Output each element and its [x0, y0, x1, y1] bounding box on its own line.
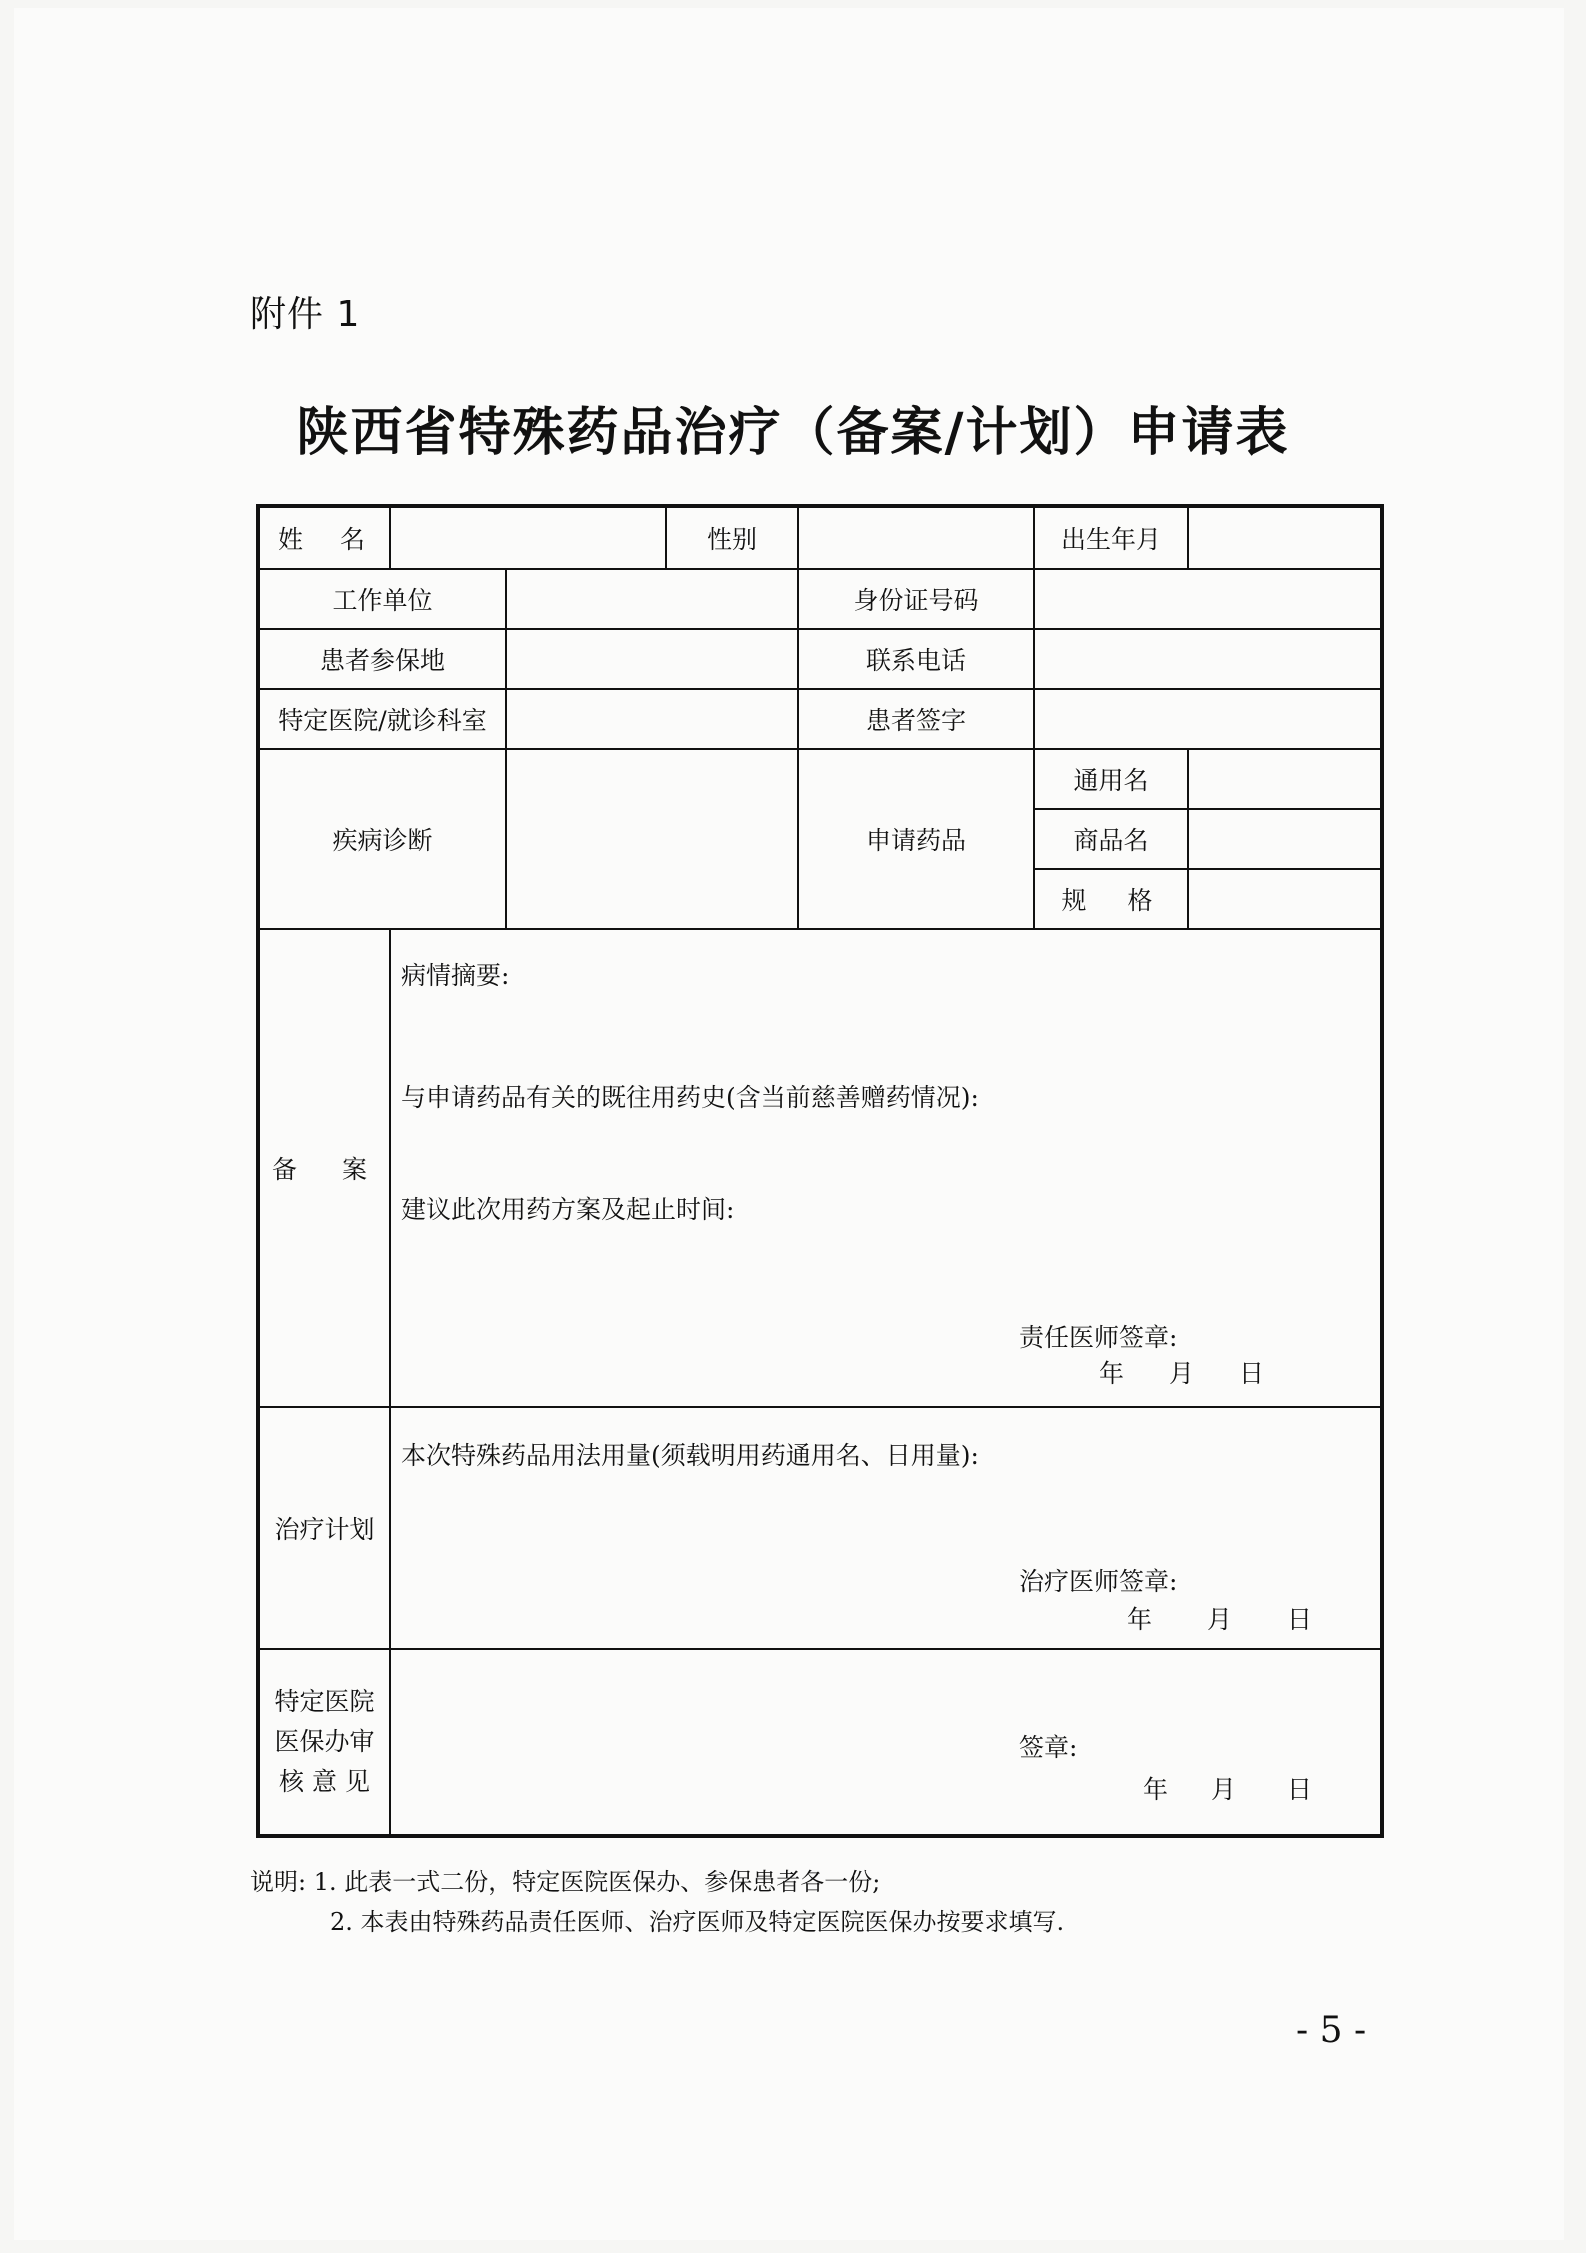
patient-sign-field[interactable]: [1034, 689, 1382, 749]
note-line-1: 说明: 1. 此表一式二份，特定医院医保办、参保患者各一份;: [250, 1868, 881, 1896]
review-month: 月: [1211, 1775, 1237, 1804]
review-label-line-1: 特定医院: [274, 1687, 375, 1716]
row-hospital: [258, 689, 1382, 749]
review-day: 日: [1287, 1775, 1313, 1804]
diagnosis-label: 疾病诊断: [258, 749, 506, 929]
insured-place-label: 患者参保地: [258, 629, 506, 689]
work-unit-label: 工作单位: [258, 569, 506, 629]
generic-name-label: 通用名: [1034, 749, 1188, 809]
hospital-label: 特定医院/就诊科室: [258, 689, 506, 749]
phone-field[interactable]: [1034, 629, 1382, 689]
beian-summary-label: 病情摘要:: [401, 961, 510, 990]
trade-name-field[interactable]: [1188, 809, 1382, 869]
hospital-field[interactable]: [506, 689, 798, 749]
note-line-2: 2. 本表由特殊药品责任医师、治疗医师及特定医院医保办按要求填写.: [330, 1908, 1065, 1936]
id-label: 身份证号码: [798, 569, 1034, 629]
gender-label: 性别: [666, 506, 798, 569]
drug-label: 申请药品: [798, 749, 1034, 929]
row-review: [258, 1649, 1382, 1836]
review-label-line-2: 医保办审: [274, 1727, 375, 1756]
row-beian: [258, 929, 1382, 1407]
trade-name-label: 商品名: [1034, 809, 1188, 869]
spec-label: 规 格: [1034, 869, 1188, 929]
plan-month: 月: [1207, 1605, 1233, 1634]
birth-label: 出生年月: [1034, 506, 1188, 569]
diagnosis-field[interactable]: [506, 749, 798, 929]
row-insured-place: [258, 629, 1382, 689]
page-title: 陕西省特殊药品治疗（备案/计划）申请表: [296, 402, 1290, 463]
application-form: [256, 504, 1384, 1838]
birth-field[interactable]: [1188, 506, 1382, 569]
review-label-line-3: 核 意 见: [279, 1767, 370, 1796]
attachment-label: 附件 1: [250, 294, 361, 335]
beian-field[interactable]: [390, 929, 1382, 1407]
work-unit-field[interactable]: [506, 569, 798, 629]
patient-sign-label: 患者签字: [798, 689, 1034, 749]
plan-label: 治疗计划: [258, 1407, 390, 1649]
name-field[interactable]: [390, 506, 666, 569]
name-label: 姓 名: [258, 506, 390, 569]
gender-field[interactable]: [798, 506, 1034, 569]
beian-plan-label: 建议此次用药方案及起止时间:: [401, 1195, 735, 1224]
id-field[interactable]: [1034, 569, 1382, 629]
beian-day: 日: [1239, 1359, 1265, 1388]
beian-doctor-sign-label: 责任医师签章:: [1019, 1323, 1178, 1352]
generic-name-field[interactable]: [1188, 749, 1382, 809]
notes: [250, 1862, 1064, 1942]
insured-place-field[interactable]: [506, 629, 798, 689]
row-diagnosis-1: [258, 749, 1382, 809]
plan-doctor-sign-label: 治疗医师签章:: [1019, 1567, 1178, 1596]
row-basic-info: [258, 506, 1382, 569]
plan-year: 年: [1127, 1605, 1153, 1634]
page-number: - 5 -: [1296, 2010, 1367, 2051]
plan-day: 日: [1287, 1605, 1313, 1634]
phone-label: 联系电话: [798, 629, 1034, 689]
review-label: [258, 1649, 390, 1836]
review-year: 年: [1143, 1775, 1169, 1804]
beian-label: 备 案: [258, 929, 390, 1407]
plan-usage-label: 本次特殊药品用法用量(须载明用药通用名、日用量):: [401, 1441, 979, 1470]
review-field[interactable]: [390, 1649, 1382, 1836]
spec-field[interactable]: [1188, 869, 1382, 929]
review-sign-label: 签章:: [1019, 1733, 1078, 1762]
beian-month: 月: [1169, 1359, 1195, 1388]
row-treatment-plan: [258, 1407, 1382, 1649]
beian-year: 年: [1099, 1359, 1125, 1388]
plan-field[interactable]: [390, 1407, 1382, 1649]
beian-history-label: 与申请药品有关的既往用药史(含当前慈善赠药情况):: [401, 1083, 979, 1112]
row-work-unit: [258, 569, 1382, 629]
